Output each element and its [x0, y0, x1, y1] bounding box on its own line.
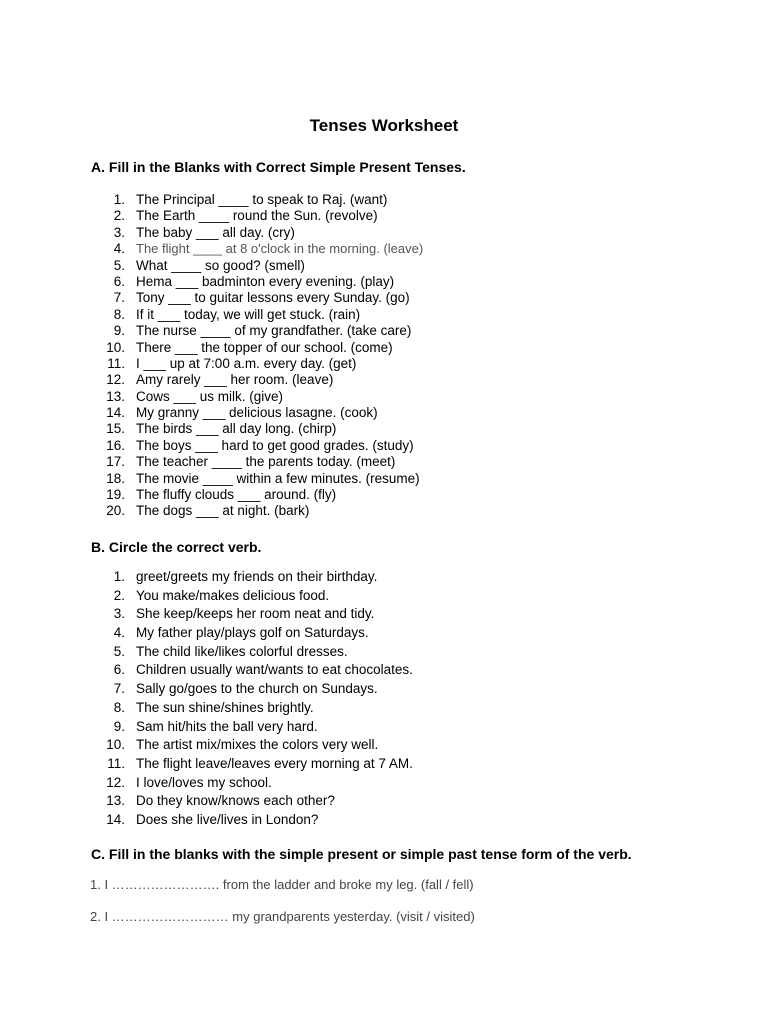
item-text: Does she live/lives in London? — [136, 811, 319, 827]
page-title: Tenses Worksheet — [309, 116, 459, 135]
item-number: 10. — [106, 737, 125, 753]
item-text: Sam hit/hits the ball very hard. — [136, 718, 318, 734]
item-text: She keep/keeps her room neat and tidy. — [136, 606, 375, 622]
item-text: What ____ so good? (smell) — [136, 257, 305, 273]
item-number: 18. — [106, 470, 125, 486]
item-text: The birds ___ all day long. (chirp) — [136, 421, 337, 437]
section-c-heading: C. Fill in the blanks with the simple present or simple past tense form of the verb. — [91, 846, 632, 862]
item-number: 1. — [113, 569, 125, 584]
item-number: 17. — [106, 454, 125, 470]
item-text: The boys ___ hard to get good grades. (study) — [136, 437, 414, 453]
item-text: You make/makes delicious food. — [136, 587, 330, 603]
item-text: My father play/plays golf on Saturdays. — [136, 625, 369, 641]
item-number: 12. — [106, 774, 125, 790]
item-text: There ___ the topper of our school. (come) — [136, 339, 393, 355]
item-number: 2. — [113, 208, 125, 224]
item-text: My granny ___ delicious lasagne. (cook) — [136, 405, 378, 421]
item-number: 6. — [113, 662, 125, 678]
item-number: 8. — [113, 306, 125, 322]
item-text: Hema ___ badminton every evening. (play) — [136, 273, 395, 289]
item-number: 16. — [106, 437, 125, 453]
item-text: The flight ____ at 8 o'clock in the morning. (leave) — [136, 241, 424, 257]
item-number: 5. — [113, 257, 125, 273]
item-number: 8. — [113, 699, 125, 715]
item-text: The Principal ____ to speak to Raj. (want) — [136, 192, 388, 207]
item-text: Tony ___ to guitar lessons every Sunday. (go) — [136, 290, 410, 306]
section-c-item: 1. I ……………………. from the ladder and broke my leg. (fall / fell) — [90, 877, 474, 892]
item-number: 20. — [106, 503, 125, 519]
item-number: 13. — [106, 793, 125, 809]
item-number: 15. — [106, 421, 125, 437]
item-text: I ___ up at 7:00 a.m. every day. (get) — [136, 355, 357, 371]
item-number: 7. — [113, 290, 125, 306]
item-text: Do they know/knows each other? — [136, 793, 335, 809]
item-text: The flight leave/leaves every morning at 7 AM. — [136, 755, 413, 771]
item-text: The sun shine/shines brightly. — [136, 699, 314, 715]
item-number: 19. — [106, 487, 125, 503]
item-number: 11. — [107, 755, 125, 771]
item-number: 13. — [106, 388, 125, 404]
item-text: The teacher ____ the parents today. (meet) — [136, 454, 396, 470]
item-number: 7. — [113, 681, 125, 697]
item-text: Amy rarely ___ her room. (leave) — [136, 372, 334, 388]
item-number: 1. — [113, 192, 125, 207]
item-number: 12. — [106, 372, 125, 388]
item-number: 14. — [106, 405, 125, 421]
item-text: The nurse ____ of my grandfather. (take care) — [136, 323, 412, 339]
section-a-heading: A. Fill in the Blanks with Correct Simple Present Tenses. — [91, 159, 466, 175]
item-number: 11. — [107, 355, 125, 371]
item-number: 9. — [113, 718, 125, 734]
item-text: The child like/likes colorful dresses. — [136, 643, 348, 659]
item-number: 14. — [106, 811, 125, 827]
item-number: 3. — [113, 224, 125, 240]
item-number: 4. — [113, 625, 125, 641]
item-text: Children usually want/wants to eat chocolates. — [136, 662, 413, 678]
item-number: 3. — [113, 606, 125, 622]
section-c-item: 2. I ……………………… my grandparents yesterday. (visit / visited) — [90, 909, 475, 924]
item-text: The baby ___ all day. (cry) — [136, 224, 295, 240]
item-number: 2. — [113, 587, 125, 603]
item-number: 5. — [113, 643, 125, 659]
item-number: 4. — [113, 241, 125, 257]
item-text: The fluffy clouds ___ around. (fly) — [136, 487, 337, 503]
section-b-heading: B. Circle the correct verb. — [91, 539, 262, 555]
item-text: The movie ____ within a few minutes. (resume) — [136, 470, 420, 486]
item-text: greet/greets my friends on their birthday. — [136, 569, 378, 584]
item-text: The dogs ___ at night. (bark) — [136, 503, 310, 519]
item-text: Sally go/goes to the church on Sundays. — [136, 681, 378, 697]
item-number: 6. — [113, 273, 125, 289]
item-text: I love/loves my school. — [136, 774, 272, 790]
item-text: The artist mix/mixes the colors very well. — [136, 737, 379, 753]
item-text: Cows ___ us milk. (give) — [136, 388, 284, 404]
item-number: 9. — [113, 323, 125, 339]
item-text: If it ___ today, we will get stuck. (rain) — [136, 306, 361, 322]
item-number: 10. — [106, 339, 125, 355]
item-text: The Earth ____ round the Sun. (revolve) — [136, 208, 378, 224]
